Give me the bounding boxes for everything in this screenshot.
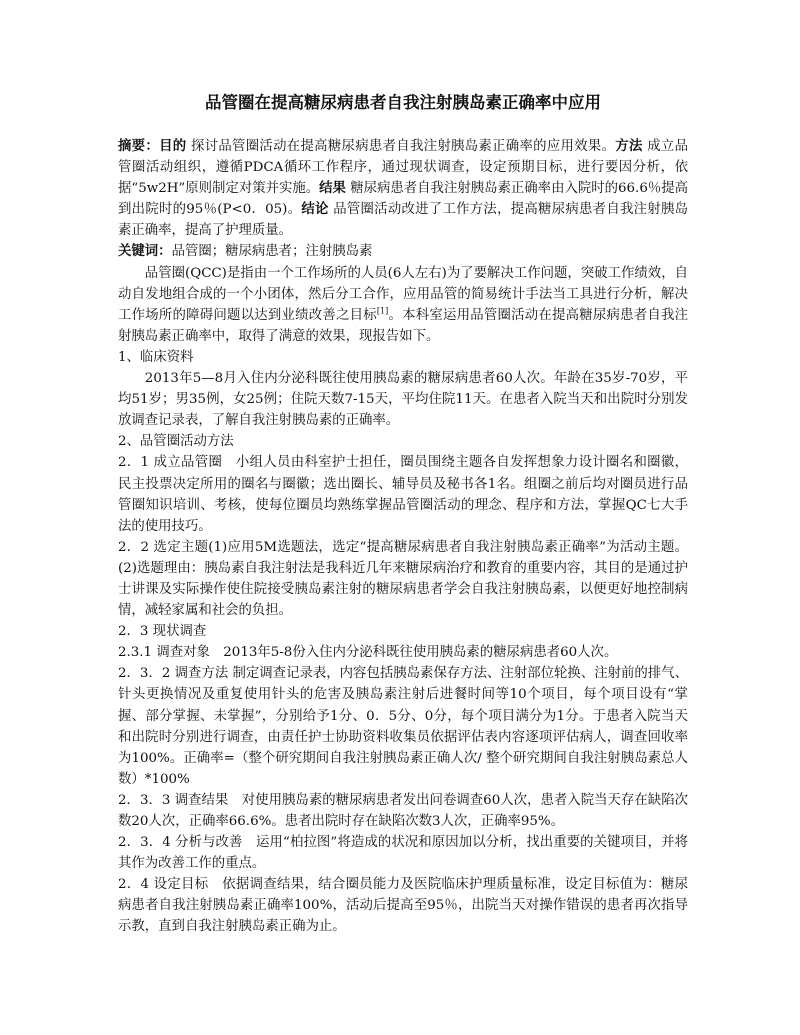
purpose-text: 探讨品管圈活动在提高糖尿病患者自我注射胰岛素正确率的应用效果。 [186, 139, 616, 154]
section-2-2: 2．2 选定主题(1)应用5M选题法，选定“提高糖尿病患者自我注射胰岛素正确率”为活动主题。(2)选题理由：胰岛素自我注射法是我科近几年来糖尿病治疗和教育的重要内容，其目的是通过护士讲课及实际操作使住院接受胰岛素注射的糖尿病患者学会自我注射胰岛素，以便更好地控制病情，减轻家属和社会的负担。 [118, 539, 688, 619]
section-2-3-2: 2．3．2 调查方法 制定调查记录表，内容包括胰岛素保存方法、注射部位轮换、注射前的排气、针头更换情况及重复使用针头的危害及胰岛素注射后进餐时间等10个项目，每个项目设有“掌握、部分掌握、未掌握”，分别给予1分、0．5分、0分，每个项目满分为1分。于患者入院当天和出院时分别进行调查，由责任护士协助资料收集员依据评估表内容逐项评估病人，调查回收率为100%。正确率=（整个研究期间自我注射胰岛素正确人次/ 整个研究期间自我注射胰岛素总人数）*100% [118, 666, 688, 787]
keywords [118, 241, 688, 262]
keywords-text: 品管圈；糖尿病患者；注射胰岛素 [171, 244, 373, 260]
section-2-4: 2．4 设定目标 依据调查结果，结合圈员能力及医院临床护理质量标准，设定目标值为：糖尿病患者自我注射胰岛素正确率100%，活动后提高至95％，出院当天对操作错误的患者再次指导示教，直到自我注射胰岛素正确为止。 [118, 877, 688, 935]
section-1-heading: 1、临床资料 [118, 349, 194, 365]
conclusion-label: 结论 [301, 201, 329, 218]
paper-page [118, 92, 688, 938]
keywords-label: 关键词： [118, 243, 172, 260]
conclusion-text: 品管圈活动改进了工作方法，提高糖尿病患者自我注射胰岛素正确率，提高了护理质量。 [118, 202, 689, 239]
intro-paragraph [118, 263, 688, 347]
section-2-3-heading: 2．3 现状调查 [118, 624, 207, 640]
section-2-3-3: 2．3．3 调查结果 对使用胰岛素的糖尿病患者发出问卷调查60人次，患者入院当天存在缺陷次数20人次，正确率66.6%。患者出院时存在缺陷次数3人次，正确率95%。 [118, 792, 688, 829]
section-2-3-4: 2．3．4 分析与改善 运用“柏拉图”将造成的状况和原因加以分析，找出重要的关键项目，并将其作为改善工作的重点。 [118, 835, 688, 872]
section-2-1: 2．1 成立品管圈 小组人员由科室护士担任，圈员围绕主题各自发挥想象力设计圈名和圈徽，民主投票决定所用的圈名与圈徽；选出圈长、辅导员及秘书各1名。组圈之前后均对圈员进行品管圈知识培训、考核，使每位圈员均熟练掌握品管圈活动的理念、程序和方法，掌握QC七大手法的使用技巧。 [118, 455, 688, 534]
method-label: 方法 [615, 138, 643, 154]
abstract-label: 摘要： [118, 138, 160, 154]
paper-title: 品管圈在提高糖尿病患者自我注射胰岛素正确率中应用 [205, 93, 601, 112]
abstract [118, 136, 688, 241]
section-2-heading: 2、品管圈活动方法 [118, 434, 234, 450]
intro-text-end: 。本科室运用品管圈活动在提高糖尿病患者自我注射胰岛素正确率中，取得了满意的效果，现报告如下。 [118, 307, 688, 344]
section-2-3-1: 2.3.1 调查对象 2013年5-8份入住内分泌科既往使用胰岛素的糖尿病患者60人次。 [118, 645, 618, 661]
result-text: 糖尿病患者自我注射胰岛素正确率由入院时的66.6％提高到出院时的95％(P<0．05)。 [118, 181, 689, 218]
section-1-body: 2013年5—8月入住内分泌科既往使用胰岛素的糖尿病患者60人次。年龄在35岁-70岁，平均51岁；男35例，女25例；住院天数7-15天，平均住院11天。在患者入院当天和出院时分别发放调查记录表，了解自我注射胰岛素的正确率。 [118, 371, 688, 429]
method-text: 成立品管圈活动组织，遵循PDCA循环工作程序，通过现状调查，设定预期目标，进行要因分析，依据“5w2H”原则制定对策并实施。 [118, 139, 688, 197]
intro-text: 品管圈(QCC)是指由一个工作场所的人员(6人左右)为了要解决工作问题，突破工作绩效，自动自发地组合成的一个小团体，然后分工合作，应用品管的简易统计手法当工具进行分析，解决工作场所的障碍问题以达到业绩改善之目标 [118, 265, 688, 323]
purpose-label: 目的 [159, 138, 187, 154]
reference-marker[interactable]: [1] [376, 306, 389, 316]
result-label: 结果 [319, 180, 346, 197]
